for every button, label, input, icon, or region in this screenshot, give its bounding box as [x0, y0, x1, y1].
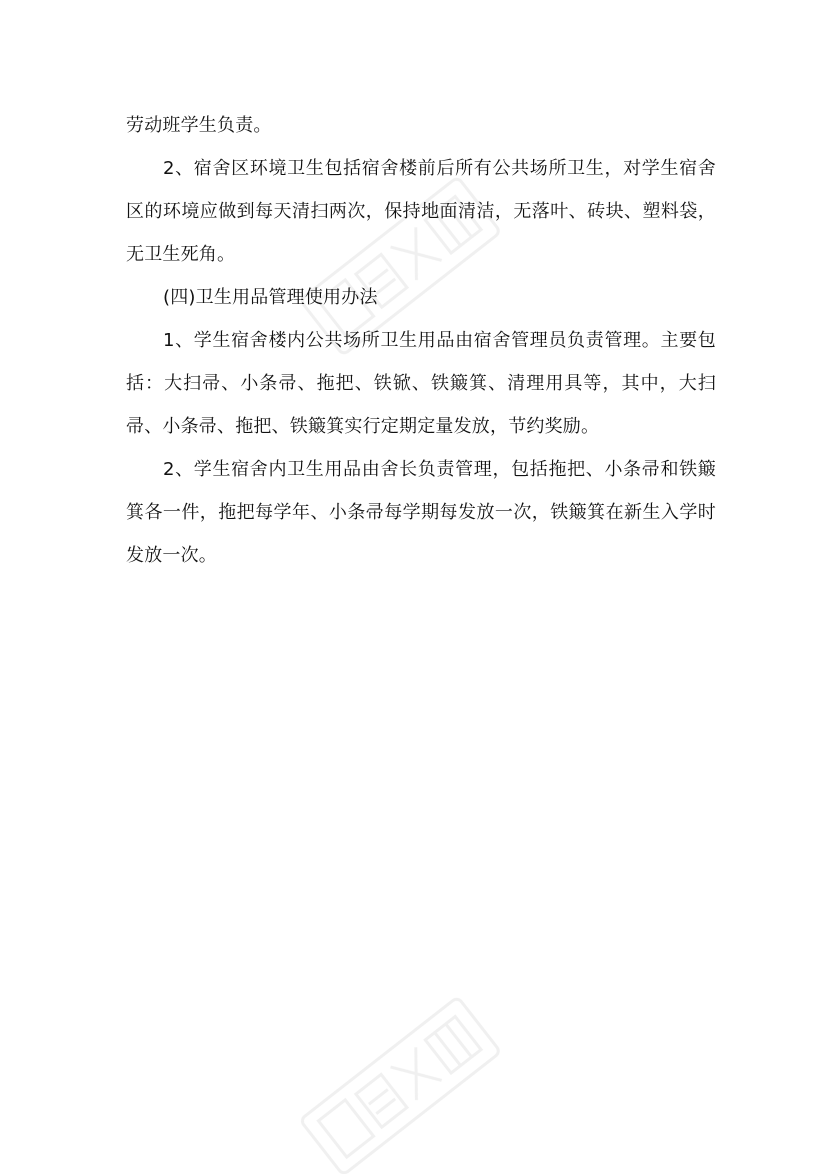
paragraph-dorm-area-hygiene: 2、宿舍区环境卫生包括宿舍楼前后所有公共场所卫生，对学生宿舍区的环境应做到每天清扫两次，保持地面清洁，无落叶、砖块、塑料袋，无卫生死角。 [126, 158, 716, 265]
paragraph-room-supplies: 2、学生宿舍内卫生用品由舍长负责管理，包括拖把、小条帚和铁簸箕各一件，拖把每学年、小条帚每学期每发放一次，铁簸箕在新生入学时发放一次。 [126, 459, 716, 566]
section-heading-supplies: (四)卫生用品管理使用办法 [163, 287, 378, 308]
body-text [126, 104, 716, 577]
paragraph-public-supplies: 1、学生宿舍楼内公共场所卫生用品由宿舍管理员负责管理。主要包括：大扫帚、小条帚、拖把、铁锨、铁簸箕、清理用具等，其中，大扫帚、小条帚、拖把、铁簸箕实行定期定量发放，节约奖励。 [126, 330, 716, 437]
paragraph-continuation: 劳动班学生负责。 [126, 115, 272, 136]
